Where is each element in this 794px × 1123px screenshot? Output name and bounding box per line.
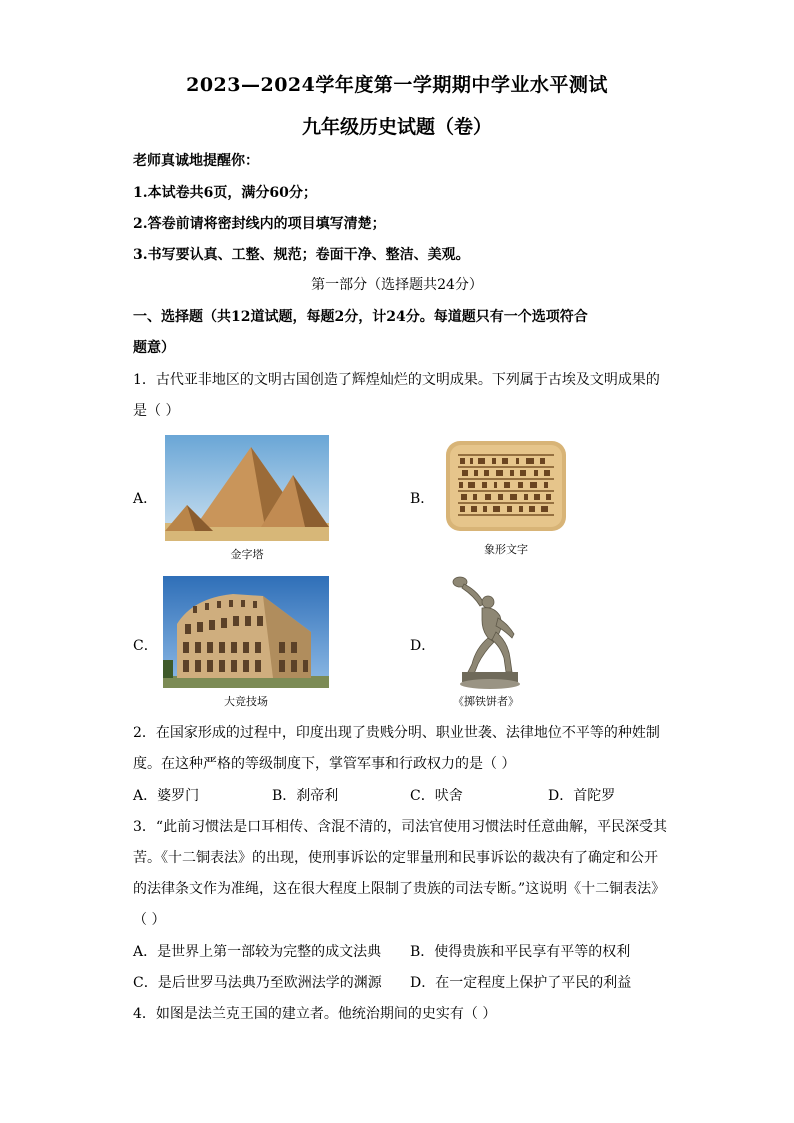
q2-choice-d: D．首陀罗 (548, 788, 616, 804)
q2-choice-a: A．婆罗门 (133, 788, 200, 804)
q2-choice-b: B．刹帝利 (272, 788, 339, 804)
notice-item-1: 1.本试卷共6页，满分60分； (133, 185, 317, 201)
exam-subtitle: 九年级历史试题（卷） (301, 116, 492, 138)
exam-title: 2023—2024学年度第一学期期中学业水平测试 (186, 74, 608, 96)
q1-stem-line1: 1．古代亚非地区的文明古国创造了辉煌灿烂的文明成果。下列属于古埃及文明成果的 (133, 372, 660, 388)
q1-option-b-letter: B． (410, 491, 435, 507)
q3-choice-d: D．在一定程度上保护了平民的利益 (410, 975, 632, 991)
q2-choice-c: C．吠舍 (410, 788, 463, 804)
q1-option-d-letter: D． (410, 638, 436, 654)
q1-stem-line2: 是（ ） (133, 403, 180, 419)
q3-choice-c: C．是后世罗马法典乃至欧洲法学的渊源 (133, 975, 382, 991)
q4-stem-line1: 4．如图是法兰克王国的建立者。他统治期间的史实有（ ） (133, 1006, 497, 1022)
section-instruction-line2: 题意） (133, 340, 175, 356)
q2-stem-line1: 2．在国家形成的过程中，印度出现了贵贱分明、职业世袭、法律地位不平等的种姓制 (133, 725, 660, 741)
q1-option-a-letter: A． (133, 491, 158, 507)
pyramids-image (165, 435, 329, 541)
q3-stem-line2: 苦。《十二铜表法》的出现，使刑事诉讼的定罪量刑和民事诉讼的裁决有了确定和公开 (133, 850, 658, 866)
q3-stem-line3: 的法律条文作为准绳，这在很大程度上限制了贵族的司法专断。”这说明《十二铜表法》 (133, 881, 666, 897)
hieroglyph-tablet-image (440, 435, 572, 537)
notice-item-3: 3.书写要认真、工整、规范；卷面干净、整洁、美观。 (133, 247, 470, 263)
q3-stem-line1: 3．“此前习惯法是口耳相传、含混不清的，司法官使用习惯法时任意曲解，平民深受其 (133, 819, 668, 835)
q3-stem-line4: （ ） (133, 912, 166, 928)
part1-heading: 第一部分（选择题共24分） (311, 277, 483, 293)
q3-choice-a: A．是世界上第一部较为完整的成文法典 (133, 944, 382, 960)
section-instruction-line1: 一、选择题（共12道试题，每题2分，计24分。每道题只有一个选项符合 (133, 309, 588, 325)
colosseum-image (163, 576, 329, 688)
notice-item-2: 2.答卷前请将密封线内的项目填写清楚； (133, 216, 386, 232)
notice-heading: 老师真诚地提醒你： (133, 153, 259, 169)
q1-option-d-caption: 《掷铁饼者》 (453, 695, 519, 708)
discobolus-image (446, 572, 526, 690)
q1-option-b-caption: 象形文字 (484, 543, 528, 556)
q1-option-c-letter: C． (133, 638, 158, 654)
q2-stem-line2: 度。在这种严格的等级制度下，掌管军事和行政权力的是（ ） (133, 756, 516, 772)
q1-option-c-caption: 大竞技场 (224, 695, 268, 708)
q3-choice-b: B．使得贵族和平民享有平等的权利 (410, 944, 631, 960)
q1-option-a-caption: 金字塔 (230, 548, 264, 561)
